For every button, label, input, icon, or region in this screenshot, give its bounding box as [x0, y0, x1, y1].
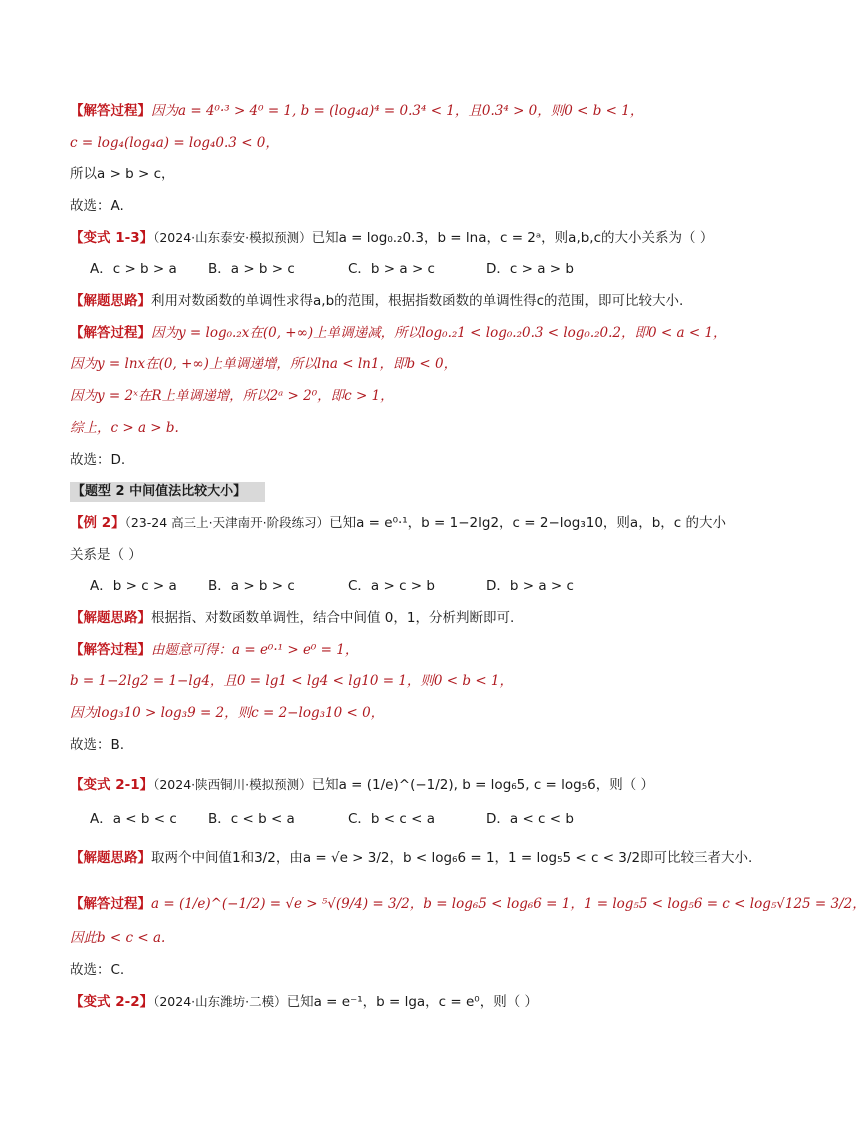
question-line [70, 513, 726, 533]
text-line [70, 671, 513, 691]
option-a: A．b > c > a [90, 578, 177, 594]
text-line [70, 894, 866, 914]
text: 所以a > b > c， [70, 166, 175, 182]
answer-process-label: 【解答过程】 [70, 325, 151, 341]
option-c: C．b > a > c [348, 261, 435, 277]
solution-idea-label: 【解题思路】 [70, 610, 151, 626]
text: 取两个中间值1和3/2，由a = √e > 3/2，b < log₆6 = 1，1 = log₅5 < c < 3/2即可比较三者大小. [151, 850, 753, 866]
question-text: 已知a = (1/e)^(−1/2), b = log₆5, c = log₅6，则（ ） [311, 777, 655, 793]
question-text: 已知a = e⁰·¹，b = 1−2lg2，c = 2−log₃10，则a，b，c 的大小 [329, 515, 726, 531]
variant-label: 【变式 2-2】 [70, 994, 154, 1010]
option-a: A．a < b < c [90, 811, 177, 827]
text: 故选：A. [70, 198, 124, 214]
text: 故选：C. [70, 962, 125, 978]
variant-label: 【变式 1-3】 [70, 230, 154, 246]
math-text: a = (1/e)^(−1/2) = √e > ⁵√(9/4) = 3/2，b = log₆5 < log₆6 = 1，1 = log₅5 < log₅6 = c < log₅√125 = 3/2， [151, 896, 866, 912]
math-text: 因为y = lnx在(0, +∞)上单调递增，所以lna < ln1，即b < 0， [70, 356, 458, 372]
answer-process-label: 【解答过程】 [70, 896, 151, 912]
text: 故选：D. [70, 452, 126, 468]
source-text: （2024·山东潍坊·二模） [153, 994, 287, 1009]
question-line [70, 545, 142, 565]
text-line [70, 848, 752, 868]
text: 故选：B. [70, 737, 125, 753]
math-text: 因为y = log₀.₂x在(0, +∞)上单调递减，所以log₀.₂1 < log₀.₂0.3 < log₀.₂0.2，即0 < a < 1， [151, 325, 727, 341]
solution-idea-label: 【解题思路】 [70, 293, 151, 309]
question-line [70, 775, 654, 795]
text-line [70, 703, 384, 723]
question-text: 已知a = e⁻¹，b = lga，c = e⁰，则（ ） [286, 994, 539, 1010]
text-line [70, 960, 124, 980]
text-line [70, 291, 683, 311]
text-line [70, 386, 394, 406]
section-heading: 【题型 2 中间值法比较大小】 [70, 482, 265, 502]
math-text: c = log₄(log₄a) = log₄0.3 < 0， [70, 135, 279, 151]
option-d: D．a < c < b [486, 811, 574, 827]
source-text: （23-24 高三上·天津南开·阶段练习） [124, 515, 330, 530]
question-text: 关系是（ ） [70, 547, 142, 563]
math-text: 因为y = 2ˣ在R上单调递增，所以2ᵃ > 2⁰，即c > 1， [70, 388, 394, 404]
text-line [70, 164, 175, 184]
math-text: b = 1−2lg2 = 1−lg4，且0 = lg1 < lg4 < lg10 = 1，则0 < b < 1， [70, 673, 514, 689]
math-text: 因为a = 4⁰·³ > 4⁰ = 1, b = (log₄a)⁴ = 0.3⁴ < 1，且0.3⁴ > 0，则0 < b < 1， [151, 103, 644, 119]
answer-process-label: 【解答过程】 [70, 103, 151, 119]
option-a: A．c > b > a [90, 261, 177, 277]
example-label: 【例 2】 [70, 515, 125, 531]
text-line [70, 354, 457, 374]
option-c: C．b < c < a [348, 811, 435, 827]
question-text: 已知a = log₀.₂0.3，b = lna，c = 2ᵃ，则a,b,c的大小关系为（ ） [311, 230, 714, 246]
question-line [70, 992, 538, 1012]
text-line [70, 450, 125, 470]
solution-idea-label: 【解题思路】 [70, 850, 151, 866]
option-d: D．c > a > b [486, 261, 574, 277]
math-text: 因此b < c < a. [70, 930, 166, 946]
option-c: C．a > c > b [348, 578, 435, 594]
text-line [70, 735, 124, 755]
math-text: 因为log₃10 > log₃9 = 2，则c = 2−log₃10 < 0， [70, 705, 385, 721]
answer-process-label: 【解答过程】 [70, 642, 151, 658]
question-line [70, 228, 713, 248]
option-d: D．b > a > c [486, 578, 574, 594]
option-b: B．a > b > c [208, 578, 295, 594]
option-b: B．c < b < a [208, 811, 295, 827]
text-line [70, 608, 514, 628]
variant-label: 【变式 2-1】 [70, 777, 154, 793]
text-line [70, 133, 279, 153]
source-text: （2024·山东泰安·模拟预测） [153, 230, 312, 245]
source-text: （2024·陕西铜川·模拟预测） [153, 777, 312, 792]
text-line [70, 640, 358, 660]
math-text: 由题意可得：a = e⁰·¹ > e⁰ = 1， [151, 642, 359, 658]
text: 利用对数函数的单调性求得a,b的范围，根据指数函数的单调性得c的范围，即可比较大小. [151, 293, 684, 309]
text-line [70, 101, 643, 121]
option-b: B．a > b > c [208, 261, 295, 277]
text-line [70, 323, 727, 343]
math-text: 综上，c > a > b. [70, 420, 179, 436]
text-line [70, 418, 179, 438]
text-line [70, 196, 124, 216]
text: 根据指、对数函数单调性，结合中间值 0，1，分析判断即可. [151, 610, 515, 626]
text-line [70, 928, 165, 948]
